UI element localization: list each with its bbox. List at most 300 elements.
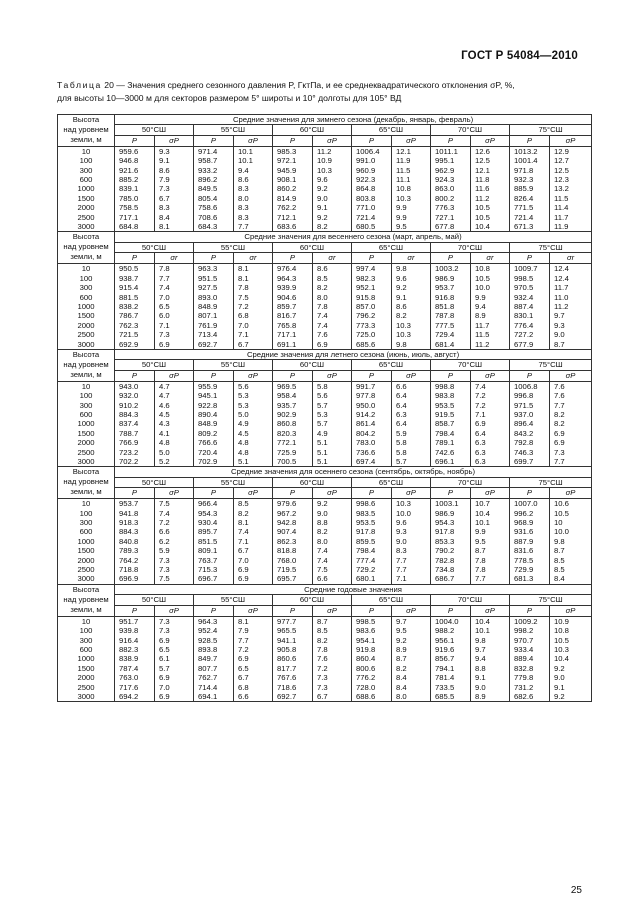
sigma-cell: 9.0	[550, 673, 592, 682]
pressure-cell: 977.7	[273, 616, 313, 626]
pressure-cell: 838.9	[115, 654, 155, 663]
sigma-cell: 7.0	[234, 556, 273, 565]
pressure-cell: 1003.1	[431, 499, 471, 509]
table-row	[58, 340, 592, 350]
sigma-cell: 10.0	[471, 283, 510, 292]
sigma-cell: 7.8	[313, 302, 352, 311]
sigma-cell: 8.1	[234, 518, 273, 527]
pressure-cell: 762.2	[273, 203, 313, 212]
sigma-cell: 10.3	[392, 499, 431, 509]
table-row	[58, 626, 592, 635]
height-label-line: над уровнем	[63, 124, 109, 134]
pressure-cell: 721.4	[352, 213, 392, 222]
pressure-cell: 970.5	[510, 283, 550, 292]
sigma-cell: 11.7	[550, 283, 592, 292]
sigma-cell: 9.5	[392, 222, 431, 232]
sigma-cell: 9.7	[392, 616, 431, 626]
sigma-cell: 6.7	[234, 673, 273, 682]
sigma-cell: 7.7	[392, 565, 431, 574]
sigma-cell: 7.3	[155, 184, 194, 193]
sigma-symbol: σP	[234, 370, 273, 381]
sigma-cell: 10.5	[471, 274, 510, 283]
pressure-symbol: P	[115, 605, 155, 616]
table-row	[58, 546, 592, 555]
height-cell: 10	[58, 381, 115, 391]
sigma-cell: 11.9	[392, 156, 431, 165]
sigma-cell: 6.3	[471, 457, 510, 467]
sigma-cell: 8.4	[392, 673, 431, 682]
sigma-cell: 7.1	[155, 321, 194, 330]
height-cell: 1500	[58, 546, 115, 555]
pressure-cell: 677.8	[431, 222, 471, 232]
sigma-cell: 10.5	[550, 509, 592, 518]
sigma-cell: 9.2	[392, 636, 431, 645]
sigma-cell: 5.8	[392, 438, 431, 447]
sigma-cell: 8.0	[392, 692, 431, 702]
pressure-symbol: P	[194, 605, 234, 616]
pressure-cell: 684.8	[115, 222, 155, 232]
height-cell: 1500	[58, 311, 115, 320]
height-cell: 1000	[58, 419, 115, 428]
pressure-symbol: P	[431, 135, 471, 146]
height-cell: 10	[58, 264, 115, 274]
pressure-cell: 718.6	[273, 683, 313, 692]
sigma-cell: 10.9	[313, 156, 352, 165]
latitude-zone-header: 70°СШ	[431, 595, 510, 605]
pressure-cell: 771.5	[510, 203, 550, 212]
height-cell: 3000	[58, 222, 115, 232]
pressure-symbol: P	[273, 253, 313, 264]
symbol-row	[58, 488, 592, 499]
pressure-cell: 719.5	[273, 565, 313, 574]
pressure-cell: 686.7	[431, 574, 471, 584]
pressure-symbol: P	[115, 135, 155, 146]
pressure-cell: 778.5	[510, 556, 550, 565]
pressure-cell: 848.9	[194, 419, 234, 428]
pressure-cell: 692.7	[194, 340, 234, 350]
pressure-cell: 695.7	[273, 574, 313, 584]
height-column-label	[58, 584, 115, 616]
pressure-cell: 766.6	[194, 438, 234, 447]
table-row	[58, 391, 592, 400]
pressure-cell: 998.8	[431, 381, 471, 391]
sigma-cell: 10.4	[550, 654, 592, 663]
pressure-symbol: P	[273, 370, 313, 381]
pressure-cell: 881.5	[115, 293, 155, 302]
sigma-cell: 12.1	[471, 166, 510, 175]
pressure-cell: 807.1	[194, 311, 234, 320]
sigma-cell: 11.5	[550, 194, 592, 203]
pressure-cell: 859.7	[273, 302, 313, 311]
pressure-cell: 776.3	[431, 203, 471, 212]
pressure-cell: 998.5	[352, 616, 392, 626]
sigma-cell: 6.8	[234, 683, 273, 692]
sigma-cell: 5.7	[155, 664, 194, 673]
latitude-row	[58, 360, 592, 370]
pressure-symbol: P	[510, 135, 550, 146]
section-title-row	[58, 232, 592, 242]
sigma-symbol: σP	[392, 605, 431, 616]
latitude-zone-header: 50°СШ	[115, 477, 194, 487]
sigma-cell: 5.1	[234, 457, 273, 467]
latitude-row	[58, 595, 592, 605]
pressure-symbol: P	[194, 488, 234, 499]
height-cell: 1500	[58, 194, 115, 203]
pressure-symbol: P	[194, 135, 234, 146]
pressure-cell: 681.3	[510, 574, 550, 584]
pressure-cell: 729.4	[431, 330, 471, 339]
sigma-cell: 5.6	[234, 381, 273, 391]
table-row	[58, 645, 592, 654]
table-row	[58, 381, 592, 391]
pressure-cell: 788.7	[115, 429, 155, 438]
section-title-row	[58, 584, 592, 594]
pressure-cell: 932.3	[510, 175, 550, 184]
sigma-cell: 10.5	[471, 213, 510, 222]
sigma-cell: 10	[550, 518, 592, 527]
pressure-cell: 830.1	[510, 311, 550, 320]
sigma-cell: 11.5	[392, 166, 431, 175]
sigma-cell: 7.0	[155, 293, 194, 302]
table-row	[58, 448, 592, 457]
sigma-cell: 8.2	[313, 636, 352, 645]
pressure-cell: 816.7	[273, 311, 313, 320]
sigma-cell: 8.5	[313, 626, 352, 635]
sigma-cell: 5.0	[155, 448, 194, 457]
pressure-cell: 717.1	[115, 213, 155, 222]
height-cell: 10	[58, 146, 115, 156]
sigma-cell: 7.7	[471, 574, 510, 584]
sigma-cell: 7.3	[155, 616, 194, 626]
height-label-line: над уровнем	[63, 594, 109, 604]
pressure-cell: 893.0	[194, 293, 234, 302]
sigma-cell: 6.9	[155, 673, 194, 682]
sigma-cell: 10.8	[392, 184, 431, 193]
table-row	[58, 222, 592, 232]
pressure-cell: 889.4	[510, 654, 550, 663]
latitude-zone-header: 60°СШ	[273, 595, 352, 605]
sigma-cell: 5.7	[392, 457, 431, 467]
sigma-cell: 7.6	[550, 381, 592, 391]
sigma-cell: 5.8	[392, 448, 431, 457]
sigma-cell: 7.1	[471, 410, 510, 419]
pressure-cell: 807.7	[194, 664, 234, 673]
sigma-cell: 8.8	[313, 518, 352, 527]
pressure-cell: 725.0	[352, 330, 392, 339]
sigma-cell: 9.8	[550, 537, 592, 546]
pressure-cell: 809.2	[194, 429, 234, 438]
sigma-cell: 11.5	[471, 330, 510, 339]
pressure-cell: 950.5	[115, 264, 155, 274]
latitude-zone-header: 55°СШ	[194, 595, 273, 605]
pressure-cell: 762.3	[115, 321, 155, 330]
pressure-cell: 840.8	[115, 537, 155, 546]
height-cell: 3000	[58, 340, 115, 350]
sigma-cell: 6.6	[155, 527, 194, 536]
height-cell: 2000	[58, 438, 115, 447]
pressure-cell: 958.4	[273, 391, 313, 400]
table-row	[58, 683, 592, 692]
sigma-cell: 10.3	[392, 194, 431, 203]
pressure-symbol: P	[510, 370, 550, 381]
pressure-cell: 960.9	[352, 166, 392, 175]
latitude-zone-header: 55°СШ	[194, 360, 273, 370]
sigma-cell: 8.2	[550, 419, 592, 428]
sigma-cell: 10.4	[471, 509, 510, 518]
table-row	[58, 518, 592, 527]
latitude-zone-header: 70°СШ	[431, 360, 510, 370]
height-cell: 3000	[58, 457, 115, 467]
table-row	[58, 654, 592, 663]
pressure-cell: 696.9	[115, 574, 155, 584]
table-row	[58, 438, 592, 447]
pressure-cell: 921.6	[115, 166, 155, 175]
pressure-cell: 996.2	[510, 509, 550, 518]
sigma-cell: 10.1	[234, 146, 273, 156]
sigma-symbol: σP	[392, 135, 431, 146]
height-cell: 2000	[58, 556, 115, 565]
pressure-cell: 848.9	[194, 302, 234, 311]
sigma-cell: 7.8	[471, 565, 510, 574]
pressure-cell: 742.6	[431, 448, 471, 457]
pressure-cell: 988.2	[431, 626, 471, 635]
sigma-cell: 10.1	[234, 156, 273, 165]
height-cell: 1500	[58, 664, 115, 673]
pressure-symbol: P	[273, 135, 313, 146]
sigma-cell: 8.7	[392, 654, 431, 663]
sigma-cell: 7.4	[155, 509, 194, 518]
sigma-symbol: σP	[550, 370, 592, 381]
sigma-cell: 5.1	[313, 448, 352, 457]
pressure-cell: 1006.8	[510, 381, 550, 391]
pressure-cell: 946.8	[115, 156, 155, 165]
height-cell: 2000	[58, 321, 115, 330]
sigma-cell: 12.5	[550, 166, 592, 175]
height-cell: 300	[58, 518, 115, 527]
sigma-cell: 7.2	[234, 302, 273, 311]
sigma-cell: 9.0	[471, 683, 510, 692]
sigma-cell: 10.3	[550, 645, 592, 654]
latitude-zone-header: 75°СШ	[510, 477, 592, 487]
table-caption	[57, 79, 597, 104]
pressure-cell: 954.3	[194, 509, 234, 518]
height-label-line: земли, м	[70, 487, 102, 497]
sigma-cell: 9.9	[392, 213, 431, 222]
height-column-label	[58, 467, 115, 499]
sigma-cell: 10.3	[392, 330, 431, 339]
sigma-cell: 8.7	[471, 546, 510, 555]
pressure-cell: 952.1	[352, 283, 392, 292]
sigma-cell: 7.3	[313, 683, 352, 692]
pressure-cell: 717.6	[115, 683, 155, 692]
pressure-cell: 922.8	[194, 401, 234, 410]
sigma-cell: 6.7	[155, 194, 194, 203]
sigma-cell: 9.6	[392, 274, 431, 283]
latitude-zone-header: 50°СШ	[115, 360, 194, 370]
sigma-cell: 6.4	[392, 391, 431, 400]
sigma-cell: 7.3	[550, 448, 592, 457]
pressure-cell: 895.7	[194, 527, 234, 536]
height-label-line: Высота	[72, 467, 100, 477]
pressure-cell: 717.1	[273, 330, 313, 339]
sigma-cell: 9.5	[392, 626, 431, 635]
pressure-cell: 932.0	[115, 391, 155, 400]
latitude-zone-header: 70°СШ	[431, 477, 510, 487]
sigma-cell: 6.3	[471, 438, 510, 447]
sigma-cell: 7.8	[155, 264, 194, 274]
sigma-cell: 4.7	[155, 391, 194, 400]
sigma-cell: 9.9	[471, 293, 510, 302]
sigma-cell: 9.1	[550, 683, 592, 692]
sigma-symbol: σr	[550, 253, 592, 264]
pressure-cell: 777.4	[352, 556, 392, 565]
document-standard-id: ГОСТ Р 54084—2010	[461, 50, 578, 62]
sigma-cell: 7.4	[313, 556, 352, 565]
sigma-cell: 8.0	[313, 537, 352, 546]
sigma-cell: 8.2	[234, 509, 273, 518]
sigma-cell: 9.8	[392, 340, 431, 350]
latitude-zone-header: 50°СШ	[115, 595, 194, 605]
sigma-cell: 10.0	[392, 509, 431, 518]
sigma-cell: 12.9	[550, 146, 592, 156]
latitude-row	[58, 242, 592, 252]
pressure-symbol: P	[352, 488, 392, 499]
height-cell: 100	[58, 509, 115, 518]
table-row	[58, 321, 592, 330]
sigma-cell: 9.1	[392, 293, 431, 302]
sigma-cell: 7.1	[234, 330, 273, 339]
pressure-cell: 938.7	[115, 274, 155, 283]
pressure-cell: 765.8	[273, 321, 313, 330]
pressure-table-body	[58, 115, 592, 702]
pressure-cell: 786.7	[115, 311, 155, 320]
pressure-cell: 853.3	[431, 537, 471, 546]
table-row	[58, 293, 592, 302]
sigma-symbol: σr	[392, 253, 431, 264]
sigma-cell: 9.7	[550, 311, 592, 320]
pressure-cell: 789.3	[115, 546, 155, 555]
sigma-cell: 10.1	[471, 626, 510, 635]
pressure-cell: 837.4	[115, 419, 155, 428]
pressure-symbol: P	[352, 605, 392, 616]
sigma-cell: 8.6	[155, 166, 194, 175]
pressure-cell: 951.5	[194, 274, 234, 283]
height-label-line: Высота	[72, 584, 100, 594]
sigma-symbol: σr	[471, 253, 510, 264]
pressure-cell: 776.2	[352, 673, 392, 682]
pressure-cell: 729.9	[510, 565, 550, 574]
pressure-cell: 818.8	[273, 546, 313, 555]
section-title: Средние годовые значения	[115, 584, 592, 594]
pressure-cell: 959.6	[115, 146, 155, 156]
pressure-cell: 771.0	[352, 203, 392, 212]
sigma-cell: 9.2	[313, 184, 352, 193]
height-cell: 300	[58, 283, 115, 292]
sigma-cell: 7.2	[471, 401, 510, 410]
pressure-cell: 776.4	[510, 321, 550, 330]
pressure-cell: 864.8	[352, 184, 392, 193]
pressure-cell: 904.6	[273, 293, 313, 302]
sigma-cell: 8.4	[155, 213, 194, 222]
section-title: Средние значения для зимнего сезона (декабрь, январь, февраль)	[115, 115, 592, 125]
pressure-cell: 715.3	[194, 565, 234, 574]
pressure-cell: 777.5	[431, 321, 471, 330]
pressure-cell: 953.7	[115, 499, 155, 509]
caption-table-word: Таблица	[57, 80, 102, 90]
pressure-cell: 702.9	[194, 457, 234, 467]
table-row	[58, 527, 592, 536]
table-row	[58, 556, 592, 565]
pressure-cell: 849.5	[194, 184, 234, 193]
height-cell: 3000	[58, 574, 115, 584]
height-cell: 1000	[58, 537, 115, 546]
table-row	[58, 673, 592, 682]
pressure-cell: 736.6	[352, 448, 392, 457]
pressure-cell: 798.4	[431, 429, 471, 438]
sigma-symbol: σr	[234, 253, 273, 264]
pressure-cell: 977.8	[352, 391, 392, 400]
sigma-cell: 4.1	[155, 429, 194, 438]
pressure-cell: 803.8	[352, 194, 392, 203]
pressure-cell: 702.2	[115, 457, 155, 467]
pressure-cell: 930.4	[194, 518, 234, 527]
sigma-cell: 11.2	[471, 194, 510, 203]
pressure-cell: 941.8	[115, 509, 155, 518]
pressure-cell: 914.2	[352, 410, 392, 419]
pressure-cell: 915.8	[352, 293, 392, 302]
sigma-cell: 11.2	[550, 302, 592, 311]
sigma-cell: 7.5	[155, 499, 194, 509]
pressure-symbol: P	[431, 253, 471, 264]
pressure-cell: 979.6	[273, 499, 313, 509]
sigma-cell: 9.2	[313, 213, 352, 222]
pressure-symbol: P	[115, 488, 155, 499]
pressure-cell: 860.2	[273, 184, 313, 193]
sigma-cell: 8.9	[471, 692, 510, 702]
sigma-cell: 8.7	[313, 616, 352, 626]
height-cell: 2500	[58, 683, 115, 692]
height-cell: 100	[58, 626, 115, 635]
sigma-cell: 7.5	[234, 293, 273, 302]
sigma-cell: 7.4	[313, 321, 352, 330]
pressure-cell: 766.9	[115, 438, 155, 447]
sigma-cell: 10.5	[550, 636, 592, 645]
sigma-cell: 5.1	[313, 438, 352, 447]
sigma-cell: 8.5	[234, 499, 273, 509]
sigma-cell: 6.9	[550, 438, 592, 447]
pressure-cell: 781.4	[431, 673, 471, 682]
pressure-cell: 1001.4	[510, 156, 550, 165]
height-cell: 2500	[58, 330, 115, 339]
table-row	[58, 203, 592, 212]
sigma-cell: 12.4	[550, 264, 592, 274]
pressure-cell: 887.9	[510, 537, 550, 546]
sigma-cell: 12.1	[392, 146, 431, 156]
pressure-cell: 723.2	[115, 448, 155, 457]
latitude-zone-header: 70°СШ	[431, 125, 510, 135]
sigma-cell: 4.5	[234, 429, 273, 438]
sigma-cell: 8.1	[234, 264, 273, 274]
pressure-cell: 902.9	[273, 410, 313, 419]
pressure-cell: 800.6	[352, 664, 392, 673]
pressure-cell: 694.2	[115, 692, 155, 702]
sigma-symbol: σP	[392, 488, 431, 499]
pressure-symbol: P	[431, 370, 471, 381]
sigma-cell: 5.7	[313, 401, 352, 410]
pressure-cell: 684.3	[194, 222, 234, 232]
pressure-cell: 691.1	[273, 340, 313, 350]
pressure-cell: 779.8	[510, 673, 550, 682]
